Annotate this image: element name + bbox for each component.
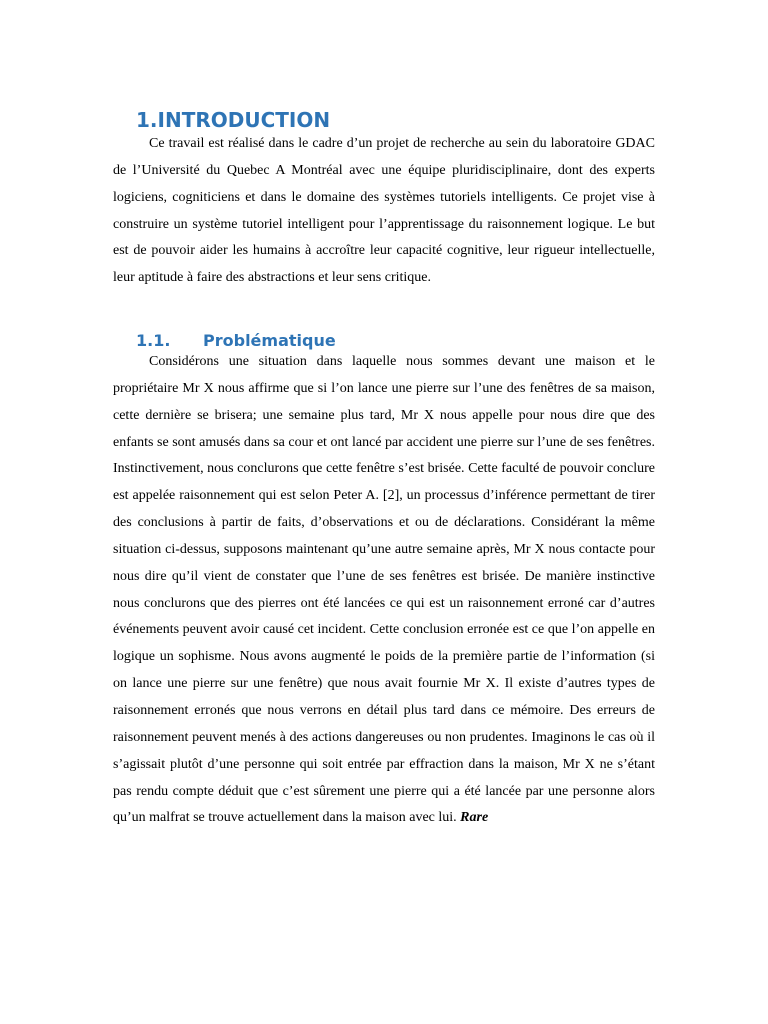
introduction-text: Ce travail est réalisé dans le cadre d’un projet de recherche au sein du laboratoire GDAC de l’Université du Quebec A Montréal avec une équipe pluridisciplinaire, dont des experts logiciens, cogniticiens et dans le domaine des systèmes tutoriels intelligents. Ce projet vise à construire un système tutoriel intelligent pour l’apprentissage du raisonnement logique. Le but est de pouvoir aider les humains à accroître leur capacité cognitive, leur rigueur intellectuelle, leur aptitude à faire des abstractions et leur sens critique. <box>113 136 655 286</box>
subsection-title: Problématique <box>203 331 336 350</box>
problematique-text: Considérons une situation dans laquelle nous sommes devant une maison et le propriétaire Mr X nous affirme que si l’on lance une pierre sur l’une des fenêtres de sa maison, cette dernière se brisera; une semaine plus tard, Mr X nous appelle pour nous dire que des enfants se sont amusés dans sa cour et ont lancé par accident une pierre sur l’une de ses fenêtres. Instinctivement, nous conclurons que cette fenêtre s’est brisée. Cette faculté de pouvoir conclure est appelée raisonnement qui est selon Peter A. [2], un processus d’inférence permettant de tirer des conclusions à partir de faits, d’observations et ou de déclarations. Considérant la même situation ci-dessus, supposons maintenant qu’une autre semaine après, Mr X nous contacte pour nous dire qu’il vient de constater que l’une de ses fenêtres est brisée. De manière instinctive nous conclurons que des pierres ont été lancées ce qui est un raisonnement erroné car d’autres événements peuvent avoir causé cet incident. Cette conclusion erronée est ce que l’on appelle en logique un sophisme. Nous avons augmenté le poids de la première partie de l’information (si on lance une pierre sur une fenêtre) que nous avait fournie Mr X. Il existe d’autres types de raisonnement erronés que nous verrons en détail plus tard dans ce mémoire. Des erreurs de raisonnement peuvent menés à des actions dangereuses ou non prudentes. Imaginons le cas où il s’agissait plutôt d’une personne qui soit entrée par effraction dans la maison, Mr X ne s’étant pas rendu compte déduit que c’est sûrement une pierre qui a été lancée par une personne alors qu’un malfrat se trouve actuellement dans la maison avec lui. <box>113 354 655 826</box>
introduction-paragraph <box>113 131 655 292</box>
section-number: 1. <box>136 108 158 132</box>
section-title: INTRODUCTION <box>157 108 331 132</box>
section-heading <box>136 107 330 133</box>
problematique-paragraph <box>113 349 655 832</box>
subsection-number: 1.1. <box>136 331 171 350</box>
trailing-emphasis: Rare <box>460 810 489 826</box>
subsection-heading <box>136 331 336 351</box>
